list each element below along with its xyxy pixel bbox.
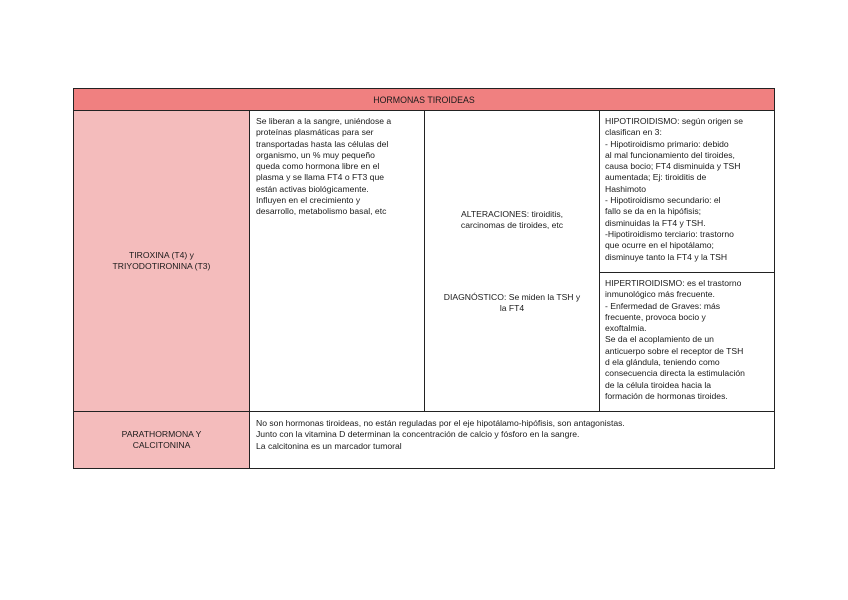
text-line: están activas biológicamente. bbox=[256, 183, 369, 194]
text-line: anticuerpo sobre el receptor de TSH bbox=[605, 345, 744, 356]
text-line: de la célula tiroidea hacia la bbox=[605, 379, 712, 390]
text-line: plasma y se llama FT4 o FT3 que bbox=[256, 172, 384, 183]
alteraciones-diagnostico-cell bbox=[425, 111, 600, 412]
hipotiroidismo-cell bbox=[600, 111, 774, 273]
text-line: - Enfermedad de Graves: más bbox=[605, 300, 721, 311]
text-line: d ela glándula, teniendo como bbox=[605, 357, 720, 368]
text-line: Hashimoto bbox=[605, 183, 647, 194]
text-line: inmunológico más frecuente. bbox=[605, 289, 715, 300]
text-line: transportadas hasta las células del bbox=[256, 138, 389, 149]
text-line: Se liberan a la sangre, uniéndose a bbox=[256, 116, 392, 126]
hipertiroidismo-cell bbox=[600, 273, 774, 412]
text-line: al mal funcionamiento del tiroides, bbox=[605, 149, 735, 160]
row-header-text bbox=[113, 250, 211, 273]
row-header-line: PARATHORMONA Y bbox=[121, 428, 202, 439]
text-line: ALTERACIONES: tiroiditis, bbox=[460, 209, 564, 219]
row-header-parathormona bbox=[74, 412, 250, 468]
text-line: HIPERTIROIDISMO: es el trastorno bbox=[605, 278, 742, 288]
text-line: - Hipotiroidismo secundario: el bbox=[605, 195, 721, 206]
text-line: formación de hormonas tiroides. bbox=[605, 390, 728, 401]
text-line: que ocurre en el hipotálamo; bbox=[605, 240, 714, 251]
text-line: desarrollo, metabolismo basal, etc bbox=[256, 206, 387, 217]
text-line: consecuencia directa la estimulación bbox=[605, 368, 745, 379]
alteraciones-text bbox=[433, 209, 591, 232]
text-line: disminuidas la FT4 y TSH. bbox=[605, 217, 706, 228]
row-header-line: TRIYODOTIRONINA (T3) bbox=[112, 261, 211, 271]
diagnostico-text bbox=[433, 292, 591, 315]
text-line: aumentada; Ej: tiroiditis de bbox=[605, 172, 707, 183]
text-line: No son hormonas tiroideas, no están reguladas por el eje hipotálamo-hipófisis, son antagonistas. bbox=[256, 418, 625, 428]
row-header-text bbox=[122, 429, 202, 452]
text-line: - Hipotiroidismo primario: debido bbox=[605, 138, 729, 149]
row-header-line: CALCITONINA bbox=[132, 440, 191, 450]
text-line: Influyen en el crecimiento y bbox=[256, 195, 361, 206]
text-line: -Hipotiroidismo terciario: trastorno bbox=[605, 228, 734, 239]
hormones-table bbox=[73, 88, 775, 469]
text-line: carcinomas de tiroides, etc bbox=[460, 220, 564, 231]
text-line: queda como hormona libre en el bbox=[256, 161, 380, 172]
text-line: HIPOTIROIDISMO: según origen se bbox=[605, 116, 744, 126]
tiroxina-description bbox=[250, 111, 425, 412]
text-line: la FT4 bbox=[499, 303, 525, 314]
text-line: Se da el acoplamiento de un bbox=[605, 334, 714, 345]
text-line: organismo, un % muy pequeño bbox=[256, 149, 375, 160]
parathormona-description bbox=[250, 412, 774, 468]
text-line: DIAGNÓSTICO: Se miden la TSH y bbox=[443, 292, 581, 302]
text-line: frecuente, provoca bocio y bbox=[605, 311, 706, 322]
row-header-tiroxina bbox=[74, 111, 250, 412]
text-line: exoftalmia. bbox=[605, 323, 647, 334]
text-line: disminuye tanto la FT4 y la TSH bbox=[605, 251, 728, 262]
text-line: proteínas plasmáticas para ser bbox=[256, 127, 374, 138]
text-line: La calcitonina es un marcador tumoral bbox=[256, 440, 402, 451]
row-header-line: TIROXINA (T4) y bbox=[129, 249, 194, 260]
table-title: HORMONAS TIROIDEAS bbox=[74, 89, 774, 111]
text-line: Junto con la vitamina D determinan la concentración de calcio y fósforo en la sangre. bbox=[256, 429, 580, 440]
text-line: fallo se da en la hipófisis; bbox=[605, 206, 702, 217]
text-line: causa bocio; FT4 disminuida y TSH bbox=[605, 161, 741, 172]
text-line: clasifican en 3: bbox=[605, 127, 662, 138]
